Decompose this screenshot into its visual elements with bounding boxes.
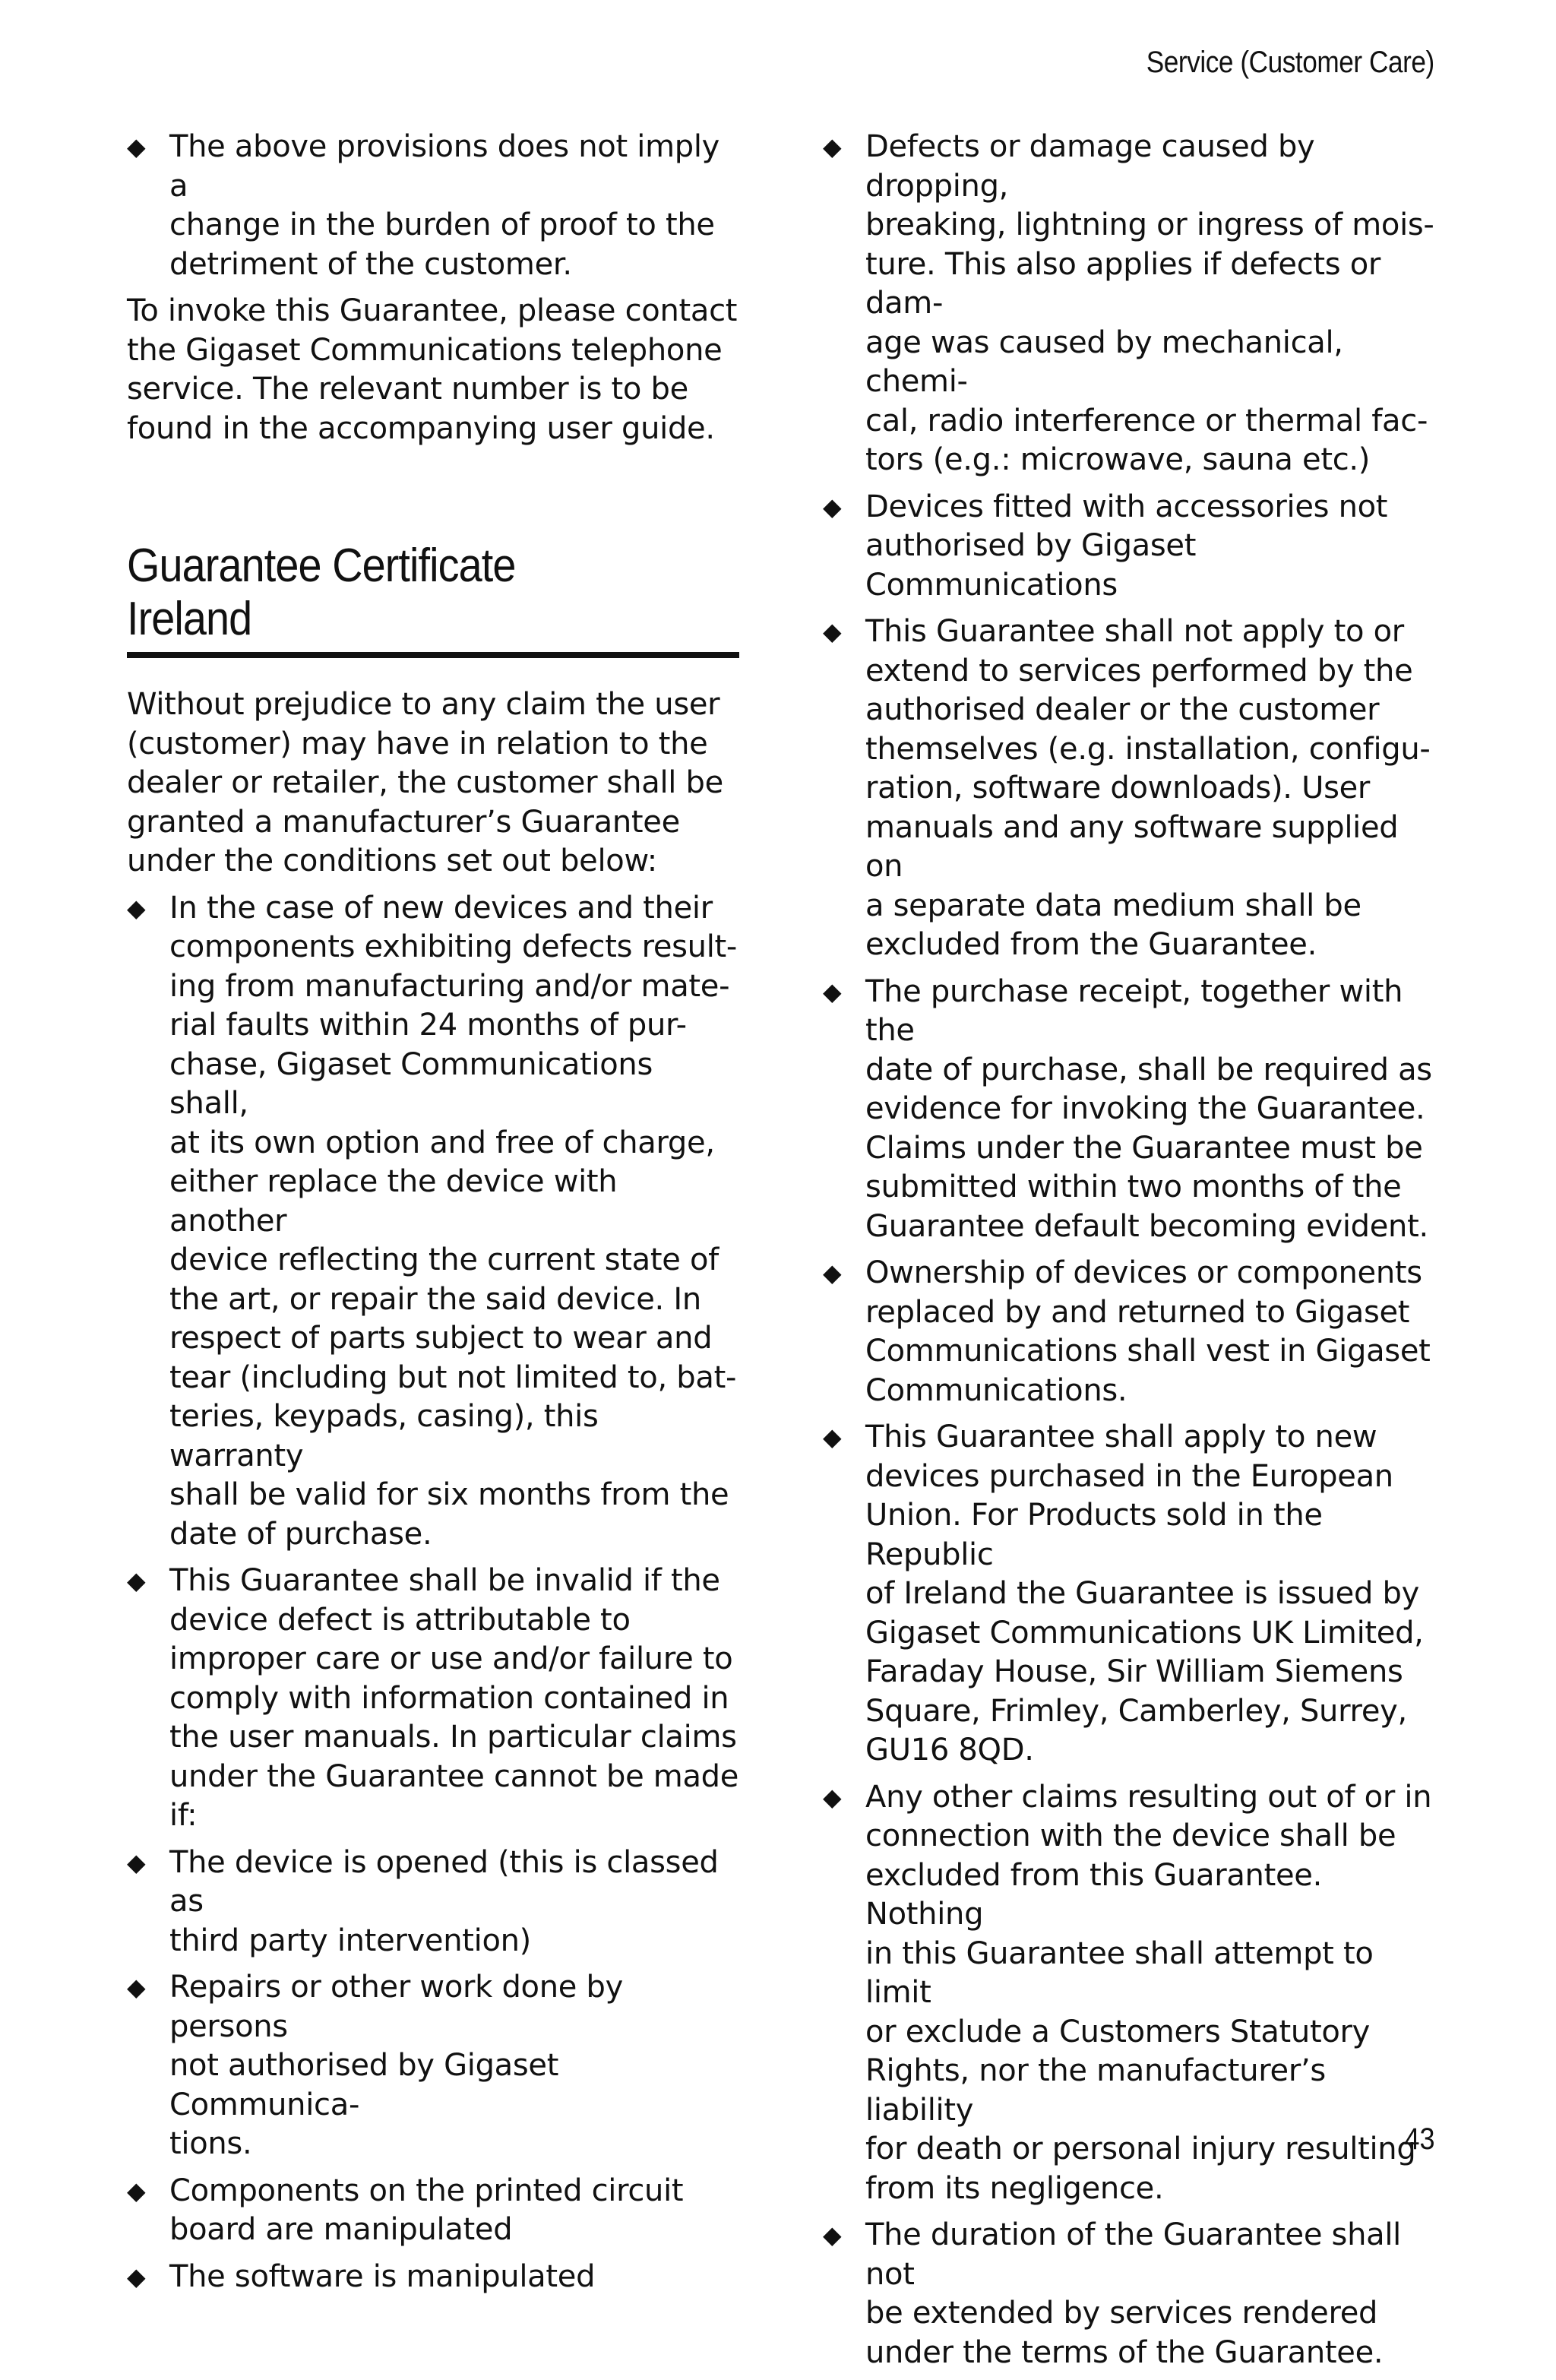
right-column	[823, 128, 1438, 2380]
list-item: ◆ The purchase receipt, together with the date of purchase, shall be required as evidence for invoking the Guarantee. Claims under the Guarantee must be submitted within two months of the Guarantee default becoming evident.	[823, 973, 1432, 1244]
diamond-bullet-icon: ◆	[823, 617, 842, 646]
list-item: ◆ The duration of the Guarantee shall not be extended by services rendered under the terms of the Guarantee.	[823, 2217, 1401, 2370]
list-item: ◆ This Guarantee shall apply to new devices purchased in the European Union. For Products sold in the Republic of Ireland the Guarantee is issued by Gigaset Communications UK Limited, Faraday House, Sir William Siemens Square, Frimley, Camberley, Surrey, GU16 8QD.	[823, 1419, 1424, 1768]
list-item: ◆ Repairs or other work done by persons not authorised by Gigaset Communica- tions.	[127, 1970, 623, 2161]
diamond-bullet-icon: ◆	[823, 2220, 842, 2249]
left-column	[127, 128, 739, 2304]
diamond-bullet-icon: ◆	[823, 132, 842, 161]
diamond-bullet-icon: ◆	[823, 492, 842, 521]
left-bullet-list	[127, 889, 739, 2297]
invoke-guarantee-paragraph: To invoke this Guarantee, please contact the Gigaset Communications telephone service. The relevant number is to be found in the accompanying user guide.	[127, 293, 738, 446]
title-underline-rule	[127, 652, 739, 658]
list-item: ◆ In the case of new devices and their components exhibiting defects result- ing from manufacturing and/or mate- rial faults within 24 months of pur- chase, Gigaset Communications shall, at its own option and free of charge, either replace the device with another device reflecting the current state of the art, or repair the said device. In respect of parts subject to wear and tear (including but not limited to, bat- teries, keypads, casing), this warranty shall be valid for six months from the date of purchase.	[127, 890, 738, 1552]
right-bullet-list	[823, 128, 1438, 2372]
list-item: ◆ Devices fitted with accessories not authorised by Gigaset Communications	[823, 489, 1388, 603]
diamond-bullet-icon: ◆	[127, 2261, 146, 2291]
list-item: ◆ The software is manipulated	[127, 2258, 739, 2297]
list-item: ◆ Any other claims resulting out of or in connection with the device shall be excluded from this Guarantee. Nothing in this Guarantee shall attempt to limit or exclude a Customers Statutory Rights, nor the manufacturer’s liability for death or personal injury resulting from its negligence.	[823, 1779, 1432, 2206]
diamond-bullet-icon: ◆	[127, 1973, 146, 2002]
diamond-bullet-icon: ◆	[823, 1782, 842, 1812]
diamond-bullet-icon: ◆	[127, 2176, 146, 2205]
intro-paragraph: Without prejudice to any claim the user (customer) may have in relation to the dealer or retailer, the customer shall be granted a manufacturer’s Guarantee under the conditions set out below:	[127, 687, 723, 878]
diamond-bullet-icon: ◆	[823, 1258, 842, 1287]
list-item: ◆ The above provisions does not imply a change in the burden of proof to the detriment of the customer.	[127, 129, 720, 282]
diamond-bullet-icon: ◆	[127, 132, 146, 161]
list-item: ◆ This Guarantee shall be invalid if the device defect is attributable to improper care or use and/or failure to comply with information contained in the user manuals. In particular claims under the Guarantee cannot be made if:	[127, 1563, 739, 1833]
diamond-bullet-icon: ◆	[823, 1423, 842, 1451]
list-item: ◆ Components on the printed circuit board are manipulated	[127, 2173, 684, 2247]
list-item: ◆ This Guarantee shall not apply to or extend to services performed by the authorised dealer or the customer themselves (e.g. installation, configu- ration, software downloads). User manuals and any software supplied on a separate data medium shall be excluded from the Guarantee.	[823, 614, 1431, 962]
page-number: 43	[1403, 2122, 1434, 2156]
diamond-bullet-icon: ◆	[823, 976, 842, 1006]
diamond-bullet-icon: ◆	[127, 1566, 146, 1595]
diamond-bullet-icon: ◆	[127, 893, 146, 923]
running-header: Service (Customer Care)	[1146, 46, 1434, 79]
diamond-bullet-icon: ◆	[127, 1847, 146, 1877]
list-item: ◆ Ownership of devices or components replaced by and returned to Gigaset Communications shall vest in Gigaset Communications.	[823, 1255, 1431, 1408]
intro-bullet-list	[127, 128, 739, 284]
list-item: ◆ Defects or damage caused by dropping, breaking, lightning or ingress of mois- ture. This also applies if defects or dam- age was caused by mechanical, chemi- cal, radio interference or thermal fac- tors (e.g.: microwave, sauna etc.)	[823, 129, 1434, 477]
section-title: Guarantee Certificate Ireland	[127, 540, 516, 645]
list-item: ◆ The device is opened (this is classed as third party intervention)	[127, 1844, 719, 1958]
